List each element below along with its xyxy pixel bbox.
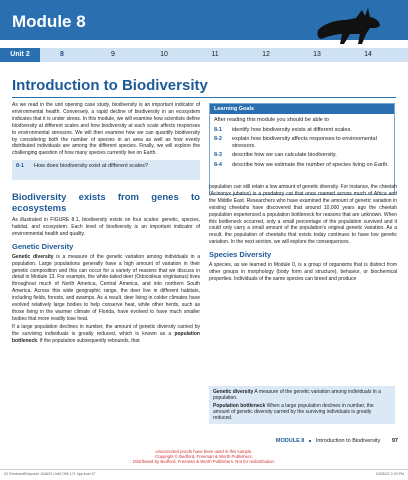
section-heading-genes-to-ecosystems: Biodiversity exists from genes to ecosystems: [12, 192, 200, 214]
goal-number: 8-4: [214, 161, 222, 168]
intro-paragraph: As we read in the unit opening case study, biodiversity is an important indicator of environmental health. Conversely, a rapid decline of biodiversity in an ecosystem indicates that it is under stress. In this module, we will examine how scientists define biodiversity at different scales and how biodiversity at each scale affects responses to environmental stressors. We will then examine how we can quantify biodiversity by considering both the number of species in an area as well as how evenly distributed individuals are among the different species. Finally, we will explore the challenging question of how many species currently live on Earth.: [12, 102, 200, 157]
question-text: How does biodiversity exist at different scales?: [34, 163, 148, 169]
footer-module-label: MODULE 8: [275, 438, 305, 444]
subheading-species-diversity: Species Diversity: [209, 250, 272, 260]
genetic-diversity-text: is a measure of the genetic variation among individuals in a population. Large populations generally have a high amount of variation in their genetic composition and this can occur for a variety of reasons that we discuss in detail in Module 13. For example, the white-tailed deer (Odocoileus virginianus) lives throughout much of North America, Central America, and into northern South America. Across this wide geographic range, the deer live in different habitats, including fields, forests, and swamps. As a result, deer living in colder climates have evolved relatively large bodies to help conserve heat, while other herds, such as those living in the warmer climate of Florida, have evolved to have much smaller bodies that more readily lose heat.: [12, 253, 201, 322]
unit-navigation-bar: [0, 48, 408, 62]
copyright-line: Copyright © Bedford, Freeman & Worth Publishers.: [155, 454, 253, 460]
unit-label: Unit 2: [0, 48, 40, 62]
genetic-diversity-paragraph: [12, 254, 200, 323]
unit-module-13: 13: [313, 51, 321, 58]
unit-module-10: 10: [160, 51, 168, 58]
page-number: 97: [391, 438, 398, 444]
subheading-genetic-diversity: Genetic Diversity: [12, 241, 74, 251]
goal-number: 8-2: [214, 136, 222, 142]
copyright-notice: [0, 449, 408, 465]
fox-silhouette-image: [310, 0, 400, 48]
goal-text: identify how biodiversity exists at different scales.: [232, 126, 352, 133]
glossary-definition: A measure of the genetic variation among individuals in a population.: [213, 389, 381, 401]
glossary-entry: [213, 403, 391, 421]
page-footer: [12, 438, 398, 444]
goal-text: describe how we estimate the number of species living on Earth.: [232, 161, 389, 168]
heading-rule: [12, 97, 396, 98]
print-file-info: 03 FriedlandRelyea4e 164620 Unit2 096-171 4pp.indd 97: [4, 472, 96, 476]
right-column: [209, 184, 397, 284]
unit-module-11: 11: [211, 51, 219, 58]
unit-module-9: 9: [111, 51, 115, 58]
copyright-line: Uncorrected proofs have been used in this sample.: [155, 449, 253, 454]
goal-text: describe how we can calculate biodiversity.: [232, 152, 337, 158]
learning-goals-header: Learning Goals: [210, 104, 394, 114]
question-number: 8-1: [16, 163, 24, 169]
page-title: Introduction to Biodiversity: [12, 77, 208, 94]
footer-title: Introduction to Biodiversity: [315, 438, 381, 444]
learning-goal: [210, 125, 394, 135]
species-paragraph: A species, as we learned in Module 0, is a group of organisms that is distinct from other groups in morphology (body form and structure), behavior, or biochemical properties. Individuals of the same species can breed and produce: [209, 262, 397, 282]
bottleneck-paragraph: [12, 324, 200, 345]
learning-goal: [210, 160, 394, 170]
term-genetic-diversity: Genetic diversity: [12, 253, 54, 260]
glossary-term: Genetic diversity: [213, 389, 254, 395]
glossary-entry: [213, 389, 391, 401]
copyright-line: Distributed by Bedford, Freeman & Worth Publishers. Not for redistribution.: [132, 459, 276, 465]
section-question-callout: [12, 160, 200, 180]
unit-module-8: 8: [60, 51, 64, 58]
learning-goal: [210, 135, 394, 151]
bottleneck-text-a: If a large population declines in number, the amount of genetic diversity carried by the surviving individuals is greatly reduced, which is known as a: [12, 323, 200, 337]
cheetah-paragraph: population can still retain a low amount of genetic diversity. For instance, the cheetah (Acinonyx jubatus) is a predatory cat that once roamed across much of Africa and the Middle East. Researchers who have examined the amount of genetic variation in existing cheetahs have discovered that around 10,000 years ago the cheetah population experienced a population bottleneck for reasons that are unknown. When this bottleneck occurred, only a small percentage of the population survived and it could only carry a small amount of the population's original genetic variation. As a result, the population of cheetahs that exists today continues to have low genetic variation. In the next section, we will explore the consequences.: [209, 184, 397, 246]
unit-module-12: 12: [262, 51, 270, 58]
glossary-term: Population bottleneck: [213, 403, 266, 409]
print-slug-line: [0, 469, 408, 480]
learning-goals-box: [209, 103, 395, 195]
footer-separator-icon: ■: [308, 438, 312, 443]
bottleneck-text-b: . If the population subsequently rebounds, that: [37, 337, 140, 344]
glossary-definition: When a large population declines in number, the amount of genetic diversity carried by the surviving individuals is greatly reduced.: [213, 403, 374, 421]
goal-text: explain how biodiversity affects responses to environmental stressors.: [232, 136, 377, 149]
print-timestamp: 10/06/22 2:20 PM: [375, 472, 404, 476]
learning-goal: [210, 151, 394, 161]
glossary-box: [209, 386, 395, 424]
figure-reference-paragraph: As illustrated in FIGURE 8.1, biodiversity exists on four scales: genetic, species, habitat, and ecosystem. Each level of biodiversity is an important indicator of environmental health and quality.: [12, 217, 200, 237]
term-population-bottleneck: population bottleneck: [12, 330, 200, 344]
goal-number: 8-3: [214, 152, 222, 158]
learning-goals-subtitle: After reading this module you should be able to: [214, 117, 329, 123]
module-title: Module 8: [12, 12, 86, 31]
goal-number: 8-1: [214, 126, 222, 133]
left-column: [12, 190, 200, 346]
unit-module-14: 14: [364, 51, 372, 58]
